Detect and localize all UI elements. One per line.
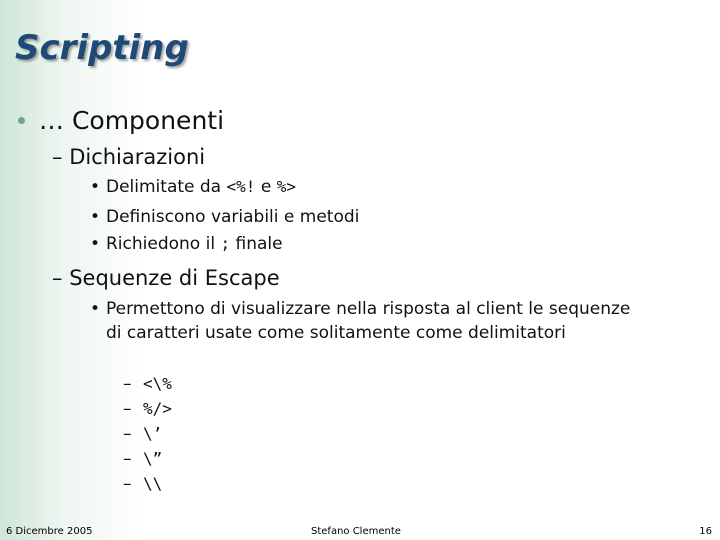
- bullet-icon: •: [90, 234, 101, 254]
- bullet-icon: •: [90, 299, 101, 319]
- slide-title: Scripting: [15, 28, 189, 68]
- code-semicolon: ;: [220, 234, 231, 253]
- list-item: • Permettono di visualizzare nella risposta al client le sequenze di caratteri usate come solitamente come delimitatori: [90, 299, 631, 343]
- code-open-delimiter: <%!: [226, 177, 256, 196]
- main-bullet-text: … Componenti: [39, 106, 225, 135]
- list-item: • Delimitate da <%! e %>: [90, 177, 296, 197]
- escape-item: – %/>: [123, 399, 172, 419]
- bullet-dot-icon: [18, 117, 25, 124]
- bullet-icon: •: [90, 177, 101, 197]
- list-item: • Definiscono variabili e metodi: [90, 207, 360, 227]
- escape-item: – \”: [123, 449, 163, 469]
- section-heading-dichiarazioni: – Dichiarazioni: [52, 145, 206, 169]
- code-close-delimiter: %>: [276, 177, 296, 196]
- page-number: 16: [699, 526, 712, 537]
- main-bullet: [18, 106, 224, 135]
- bullet-icon: •: [90, 207, 101, 227]
- escape-item: – <\%: [123, 374, 172, 394]
- section-heading-escape: – Sequenze di Escape: [52, 266, 280, 290]
- escape-item: – \\: [123, 474, 163, 494]
- footer-date: 6 Dicembre 2005: [6, 526, 93, 537]
- escape-item: – \’: [123, 424, 163, 444]
- footer-author: Stefano Clemente: [311, 526, 401, 537]
- list-item: • Richiedono il ; finale: [90, 234, 283, 254]
